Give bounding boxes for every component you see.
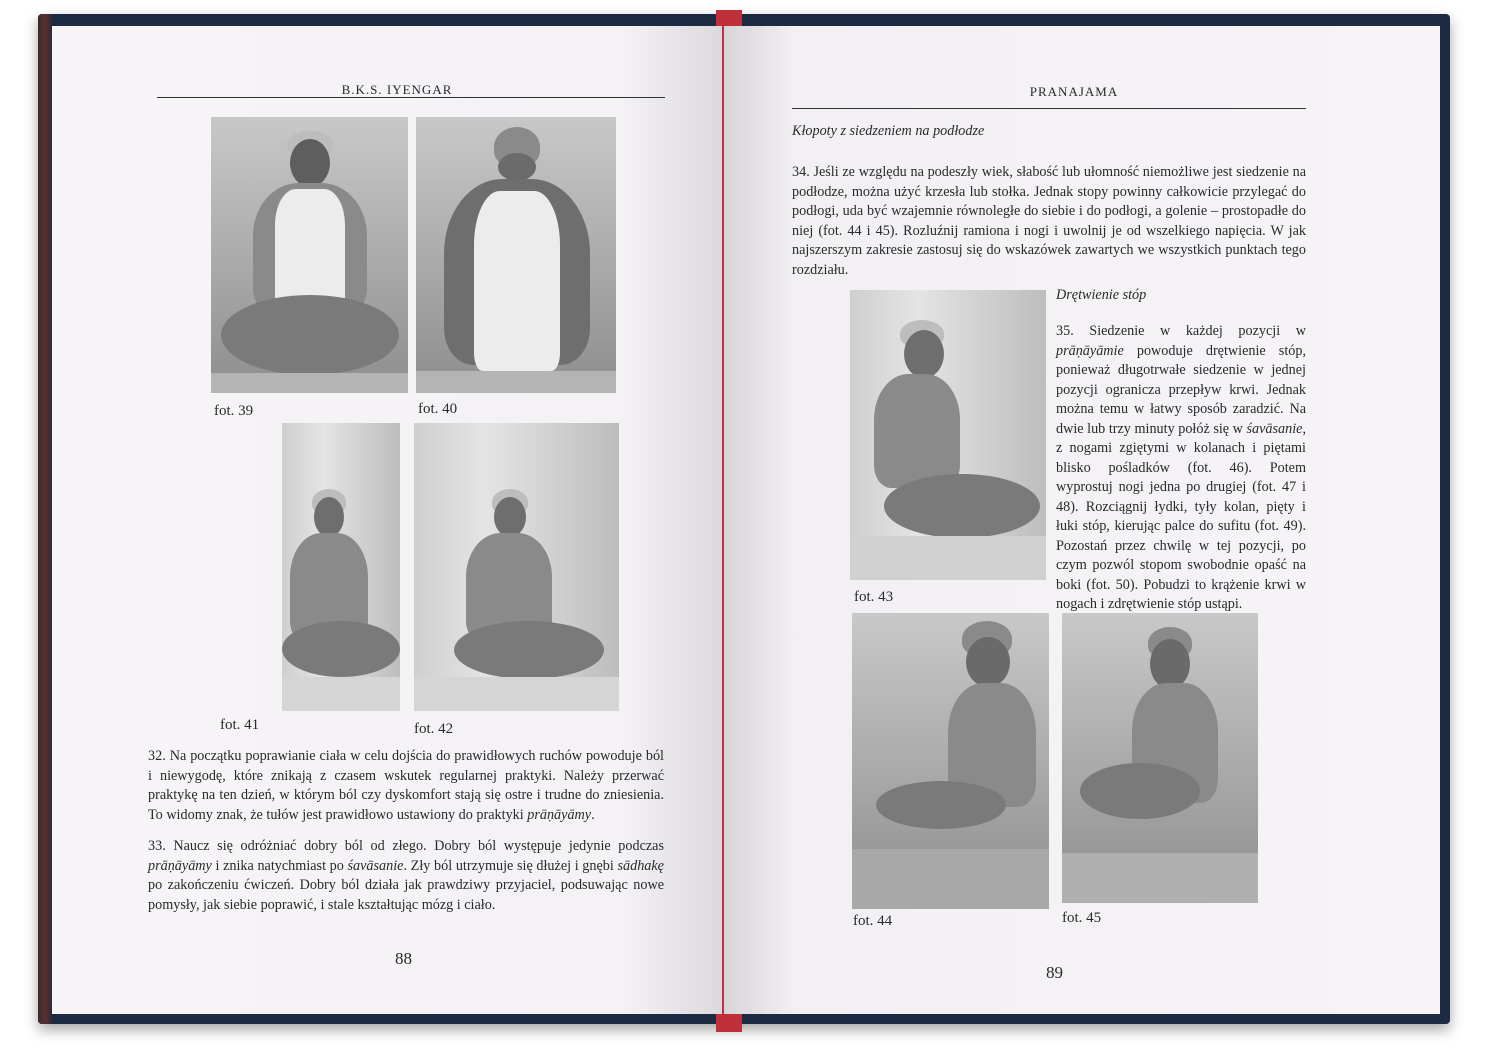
running-head: B.K.S. IYENGAR xyxy=(341,82,453,97)
body-text-left xyxy=(148,747,664,927)
photo-40 xyxy=(416,117,616,393)
photo-41 xyxy=(282,423,400,711)
paragraph-35: 35. Siedzenie w każdej pozycji w prāṇāyāmie powoduje drętwienie stóp, ponieważ długotrwałe siedzenie w jednej pozycji ogranicza przepływ krwi. Jednak można temu w łatwy sposób zaradzić. Na dwie lub trzy minuty połóż się w śavāsanie, z nogami zgiętymi w kolanach i piętami blisko pośladków (fot. 46). Potem wyprostuj nogi jedna po drugiej (fot. 47 i 48). Rozciągnij łydki, tyły kolan, pięty i łuki stóp, kierując palce do sufitu (fot. 49). Pozostań przez chwilę w tej pozycji, po czym pozwól stopom swobodnie opaść na boki (fot. 50). Pobudzi to krążenie krwi w nogach i zdrętwienie stóp ustąpi. xyxy=(1056,323,1306,612)
caption-fot-41: fot. 41 xyxy=(220,717,260,733)
caption-fot-44: fot. 44 xyxy=(853,913,893,929)
header-rule xyxy=(792,108,1306,109)
section-title: Kłopoty z siedzeniem na podłodze xyxy=(792,123,985,139)
caption-fot-39: fot. 39 xyxy=(214,403,254,419)
photo-42 xyxy=(414,423,619,711)
caption-fot-43: fot. 43 xyxy=(854,589,894,605)
paragraph-34: 34. Jeśli ze względu na podeszły wiek, słabość lub ułomność niemożliwe jest siedzenie na podłodze, można użyć krzesła lub stołka. Jednak stopy powinny całkowicie przylegać do podłogi, uda być wzajemnie równoległe do siebie i do podłogi, a golenie – prostopadłe do niej (fot. 44 i 45). Rozluźnij ramiona i nogi i uwolnij je od wszelkiego napięcia. W jak najszerszym zakresie zastosuj się do wskazówek zawartych we wszystkich punktach tego rozdziału. xyxy=(792,164,1306,278)
page-number: 88 xyxy=(395,949,412,968)
caption-fot-40: fot. 40 xyxy=(418,401,458,417)
left-page xyxy=(52,26,722,1014)
right-page xyxy=(724,26,1440,1014)
page-number: 89 xyxy=(1046,963,1063,982)
caption-fot-45: fot. 45 xyxy=(1062,910,1102,926)
photo-45 xyxy=(1062,613,1258,903)
caption-fot-42: fot. 42 xyxy=(414,721,454,737)
photo-39 xyxy=(211,117,408,393)
paragraph-33: 33. Naucz się odróżniać dobry ból od złego. Dobry ból występuje jedynie podczas prāṇāyāmy i znika natychmiast po śavāsanie. Zły ból utrzymuje się dłużej i gnębi sādhakę po zakończeniu ćwiczeń. Dobry ból działa jak prawdziwy przyjaciel, podsuwając nowe pomysły, jak siebie poprawić, i stale kształtując mózg i ciało. xyxy=(148,838,664,913)
running-head: PRANAJAMA xyxy=(1029,84,1119,99)
photo-44 xyxy=(852,613,1049,909)
cover-edge xyxy=(38,14,52,1024)
header-rule xyxy=(157,97,665,98)
photo-43 xyxy=(850,290,1046,580)
paragraph-32: 32. Na początku poprawianie ciała w celu dojścia do prawidłowych ruchów powoduje ból i niewygodę, które znikają z czasem wskutek regularnej praktyki. Należy przerwać praktykę na ten dzień, w którym ból czy dyskomfort stają się ostre i trudne do zniesienia. To widomy znak, że tułów jest prawidłowo ustawiony do praktyki prāṇāyāmy. xyxy=(148,748,664,823)
subsection-title: Drętwienie stóp xyxy=(1056,287,1147,303)
bleed-through-text xyxy=(612,121,717,681)
